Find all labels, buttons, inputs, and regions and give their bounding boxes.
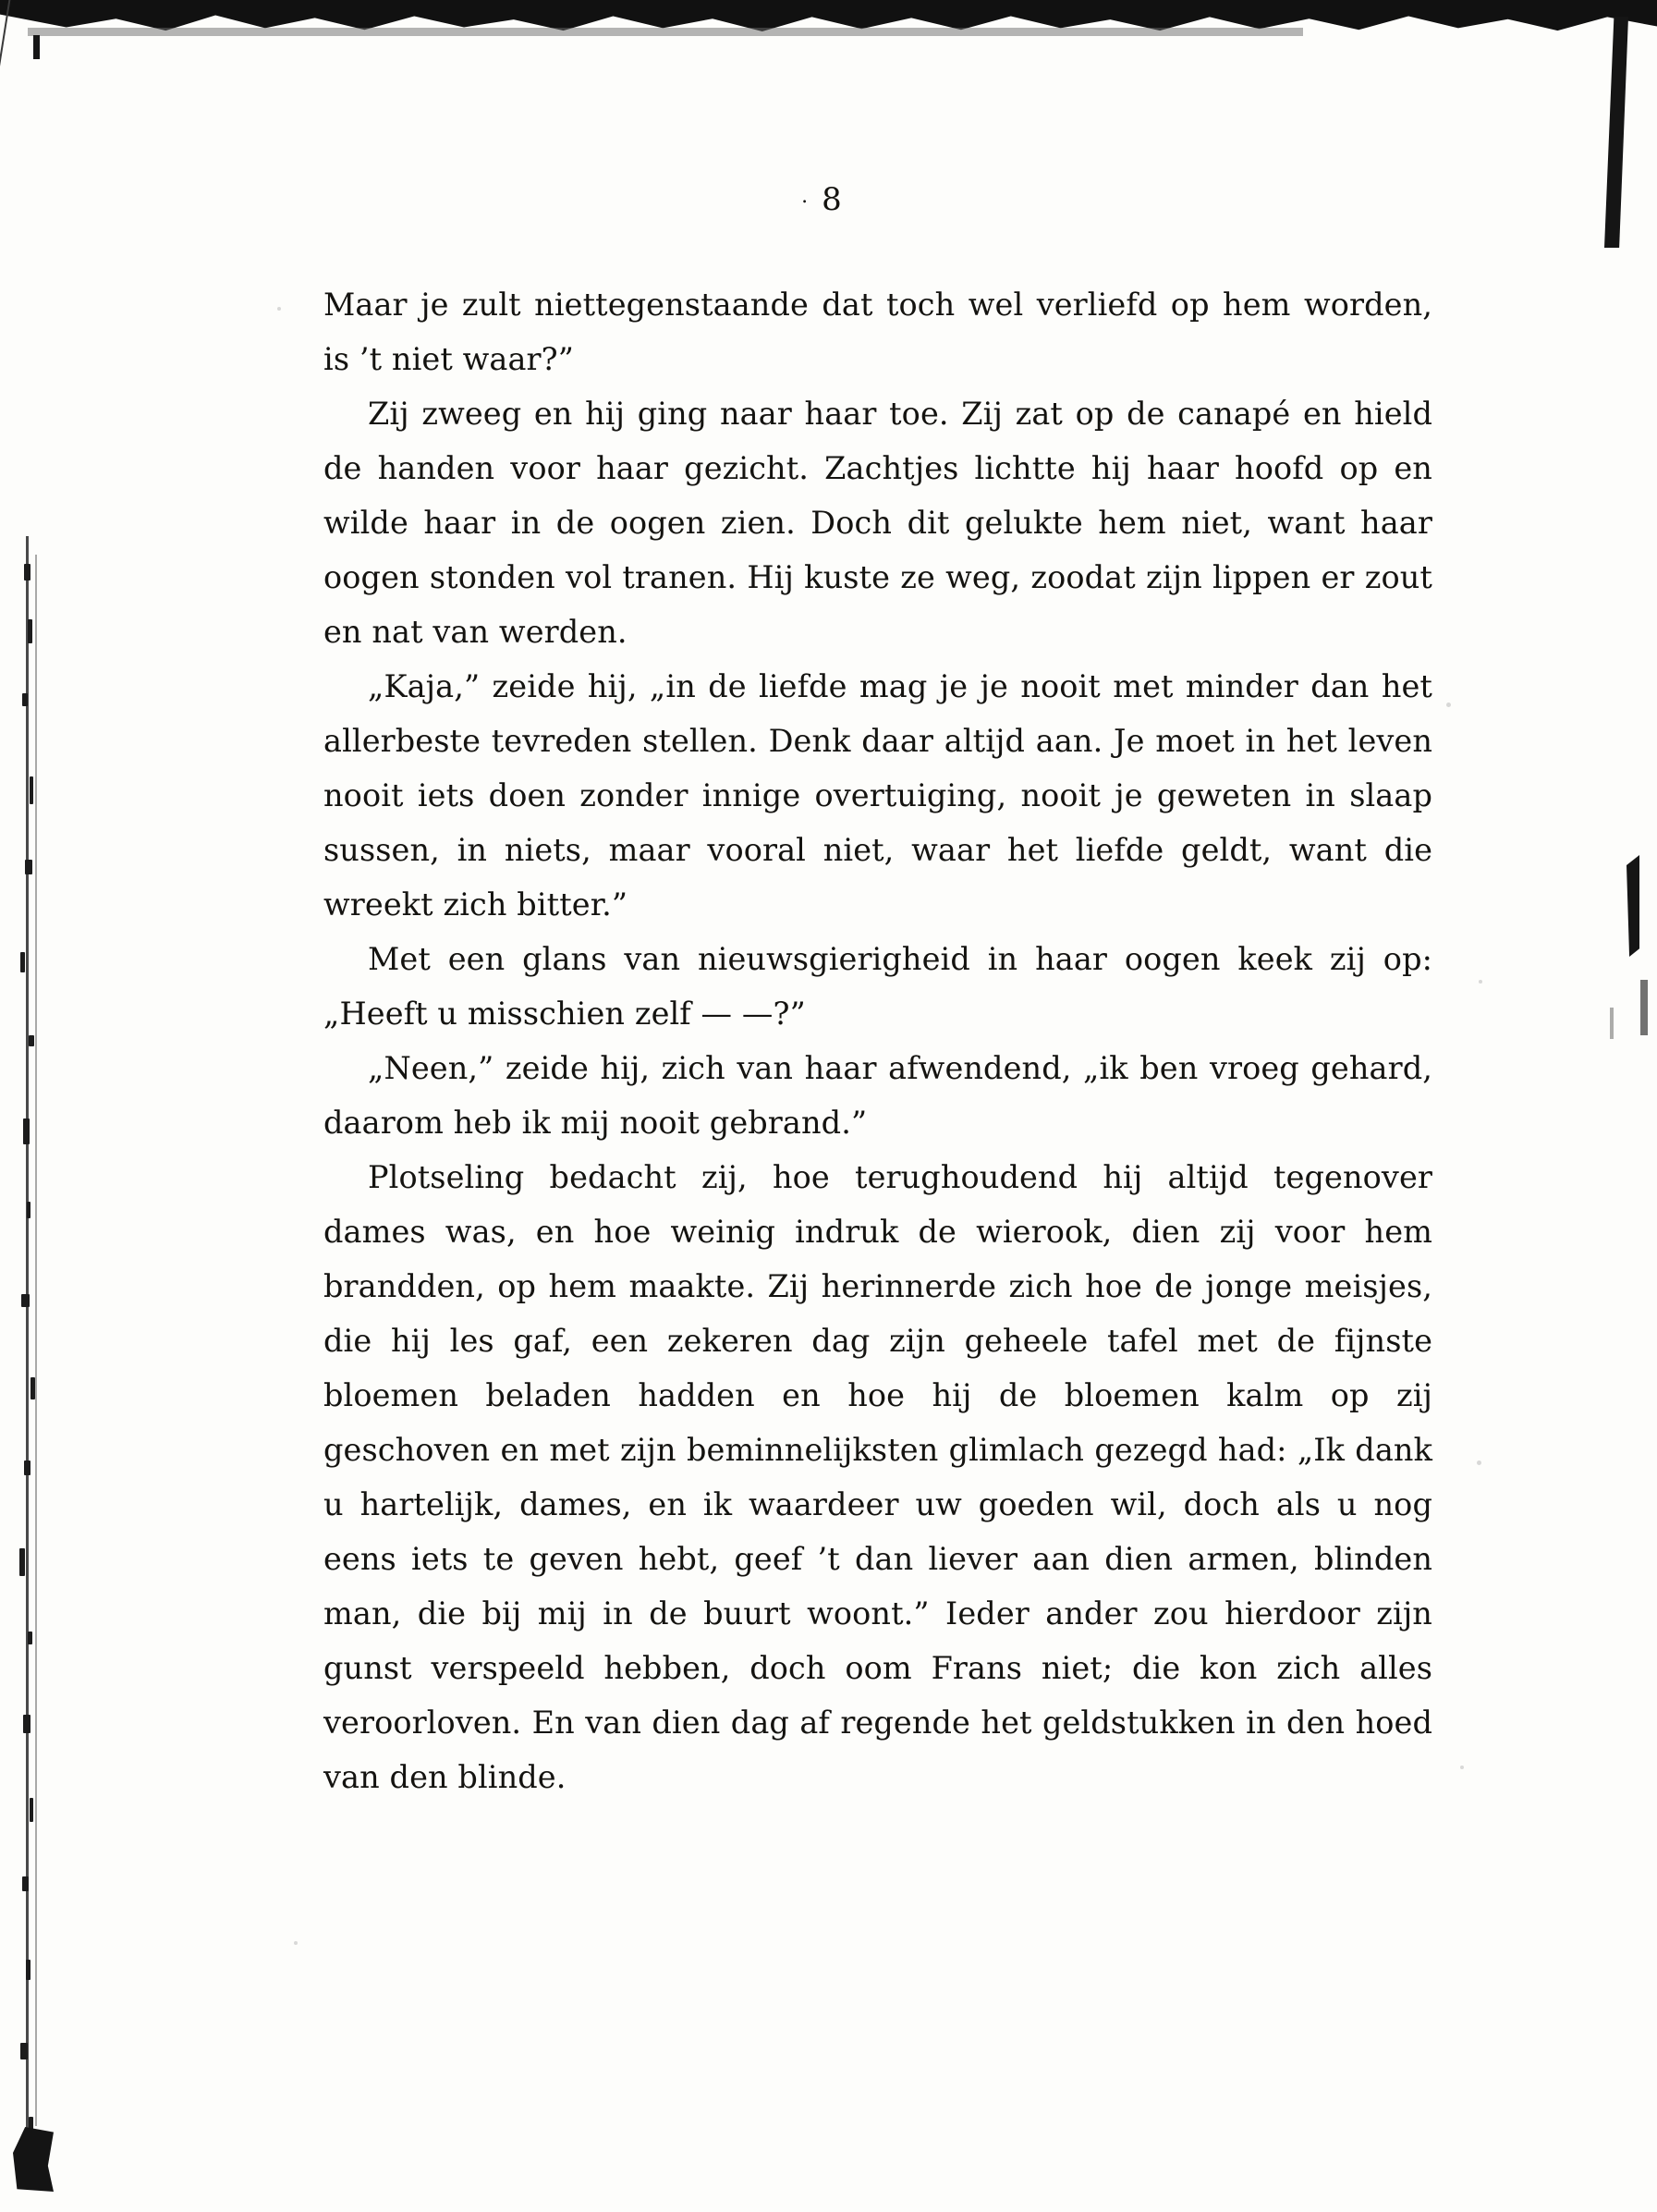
body-text [323, 277, 1432, 1804]
page-number [0, 181, 1657, 218]
paragraph: Plotseling bedacht zij, hoe terughoudend hij altijd tegenover dames was, en hoe weinig indruk de wierook, dien zij voor hem brandden, op hem maakte. Zij herinnerde zich hoe de jonge meisjes, die hij les gaf, een zekeren dag zijn geheele tafel met de fijnste bloemen beladen hadden en hoe hij de bloemen kalm op zij geschoven en met zijn beminnelijksten glimlach gezegd had: „Ik dank u hartelijk, dames, en ik waardeer uw goeden wil, doch als u nog eens iets te geven hebt, geef ’t dan liever aan dien armen, blinden man, die bij mij in de buurt woont.” Ieder ander zou hierdoor zijn gunst verspeeld hebben, doch oom Frans niet; die kon zich alles veroorloven. En van dien dag af regende het geldstukken in den hoed van den blinde. [323, 1159, 1432, 1795]
dust-speck [1460, 1766, 1464, 1769]
gutter-speckle-group [17, 555, 48, 2181]
dust-speck [1477, 1460, 1481, 1465]
scan-streak-right-upper [0, 0, 30, 112]
paragraph: „Neen,” zeide hij, zich van haar afwendend, „ik ben vroeg gehard, daarom heb ik mij nooit gebrand.” [323, 1050, 1432, 1141]
paragraph: „Kaja,” zeide hij, „in de liefde mag je je nooit met minder dan het allerbeste tevreden stellen. Denk daar altijd aan. Je moet in het leven nooit iets doen zonder innige overtuiging, nooit je geweten in slaap sussen, in niets, maar vooral niet, waar het liefde geldt, want die wreekt zich bitter.” [323, 668, 1432, 923]
scan-streak-right-small [1610, 1008, 1614, 1039]
page-number-value: 8 [822, 181, 843, 218]
dust-speck [277, 307, 281, 311]
dust-speck [1479, 980, 1482, 984]
paragraph: Zij zweeg en hij ging naar haar toe. Zij zat op de canapé en hield de handen voor haar gezicht. Zachtjes lichtte hij haar hoofd op en wilde haar in de oogen zien. Doch dit gelukte hem niet, want haar oogen stonden vol tranen. Hij kuste ze weg, zoodat zijn lippen er zout en nat van werden. [323, 396, 1432, 650]
page-edge-top-artifact [0, 0, 1657, 43]
paragraph: Met een glans van nieuwsgierigheid in haar oogen keek zij op: „Heeft u misschien zelf — —?” [323, 941, 1432, 1032]
page-number-mark: . [801, 185, 810, 208]
dust-speck [1446, 703, 1451, 707]
scan-streak-right-middle [1627, 855, 1639, 957]
scan-streak-right-lower [1640, 980, 1648, 1035]
dust-speck [294, 1941, 298, 1945]
page-edge-top-shadow [28, 28, 1303, 36]
page-edge-left-mark [33, 35, 40, 59]
paragraph: Maar je zult niettegenstaande dat toch wel verliefd op hem worden, is ’t niet waar?” [323, 287, 1432, 377]
page-bottom-margin [0, 2199, 1657, 2212]
